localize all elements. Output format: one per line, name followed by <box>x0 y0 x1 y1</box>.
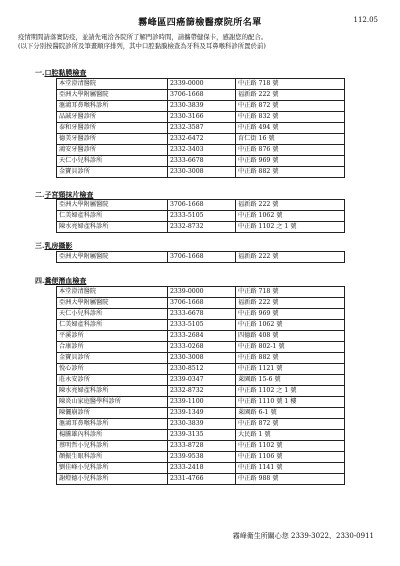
table-row <box>57 441 345 452</box>
table-row <box>57 463 345 474</box>
clinic-address-cell: 中正路 1102 之 1 號 <box>236 222 345 233</box>
clinic-phone-cell: 2339-0347 <box>168 375 236 386</box>
table-row <box>57 145 345 156</box>
clinic-address-cell: 中正路 718 號 <box>236 287 345 298</box>
clinic-phone-cell: 2333-5105 <box>168 320 236 331</box>
clinic-name-cell: 仁美婦產科診所 <box>57 211 168 222</box>
clinic-name-cell: 仁美婦產科診所 <box>57 320 168 331</box>
clinic-name-cell: 鴻安牙醫診所 <box>57 145 168 156</box>
clinic-address-cell: 中正路 1121 號 <box>236 364 345 375</box>
clinic-name-cell: 陳水亮婦產科診所 <box>57 222 168 233</box>
clinic-address-cell: 中正路 718 號 <box>236 79 345 90</box>
clinic-phone-cell: 2332-8732 <box>168 222 236 233</box>
clinic-phone-cell: 3706-1668 <box>168 200 236 211</box>
clinic-address-cell: 中正路 882 號 <box>236 167 345 178</box>
section-heading <box>35 276 86 286</box>
clinic-phone-cell: 2339-1349 <box>168 408 236 419</box>
clinic-address-cell: 育仁街 16 號 <box>236 134 345 145</box>
clinic-address-cell: 福新路 222 號 <box>236 200 345 211</box>
clinic-address-cell: 福新路 222 號 <box>236 252 345 263</box>
table-row <box>57 353 345 364</box>
clinic-address-cell: 萊園路 15-6 號 <box>236 375 345 386</box>
section-title: 子宮頸抹片檢查 <box>44 190 94 199</box>
clinic-address-cell: 四德路 408 號 <box>236 331 345 342</box>
clinic-phone-cell: 2339-1100 <box>168 397 236 408</box>
clinic-address-cell: 中正路 1141 號 <box>236 463 345 474</box>
clinic-name-cell: 陳儷崩診所 <box>57 408 168 419</box>
clinic-name-cell: 陳炎山家庭醫學科診所 <box>57 397 168 408</box>
table-row <box>57 101 345 112</box>
clinic-name-cell: 天仁小兒科診所 <box>57 309 168 320</box>
clinic-phone-cell: 2332-3587 <box>168 123 236 134</box>
clinic-name-cell: 滙鴻耳鼻喉科診所 <box>57 101 168 112</box>
clinic-phone-cell: 2333-8728 <box>168 441 236 452</box>
clinic-phone-cell: 2331-4766 <box>168 474 236 485</box>
clinic-name-cell: 亞洲大學附屬醫院 <box>57 90 168 101</box>
section-title: 糞便潛血檢查 <box>44 276 87 285</box>
clinic-name-cell: 品誠牙醫診所 <box>57 112 168 123</box>
table-row <box>57 123 345 134</box>
document-date: 112.05 <box>353 16 378 24</box>
clinic-address-cell: 中正路 1062 號 <box>236 211 345 222</box>
intro-text <box>18 33 388 52</box>
clinic-phone-cell: 2330-8512 <box>168 364 236 375</box>
clinic-name-cell: 蔡明哲小兒科診所 <box>57 441 168 452</box>
clinic-name-cell: 本堂澄清醫院 <box>57 79 168 90</box>
clinic-name-cell: 天仁小兒科診所 <box>57 156 168 167</box>
table-row <box>57 167 345 178</box>
clinic-address-cell: 中正路 1110 號 1 樓 <box>236 397 345 408</box>
clinic-name-cell: 莊永安診所 <box>57 375 168 386</box>
clinic-name-cell: 金寶貝診所 <box>57 353 168 364</box>
clinic-phone-cell: 2330-3008 <box>168 353 236 364</box>
clinic-address-cell: 中正路 969 號 <box>236 309 345 320</box>
clinic-address-cell: 中正路 988 號 <box>236 474 345 485</box>
table-row <box>57 331 345 342</box>
table-row <box>57 397 345 408</box>
clinic-address-cell: 福新路 222 號 <box>236 298 345 309</box>
clinic-address-cell: 中正路 1106 號 <box>236 452 345 463</box>
clinic-name-cell: 楊騰雄內科診所 <box>57 430 168 441</box>
clinic-phone-cell: 2333-0268 <box>168 342 236 353</box>
clinic-phone-cell: 2330-3839 <box>168 419 236 430</box>
clinic-name-cell: 泰和牙醫診所 <box>57 123 168 134</box>
clinic-phone-cell: 2339-0000 <box>168 79 236 90</box>
clinic-address-cell: 中正路 494 號 <box>236 123 345 134</box>
clinic-table <box>56 251 345 263</box>
clinic-phone-cell: 2332-6472 <box>168 134 236 145</box>
clinic-phone-cell: 2333-2684 <box>168 331 236 342</box>
section-heading <box>35 68 86 78</box>
clinic-name-cell: 金寶貝診所 <box>57 167 168 178</box>
table-row <box>57 134 345 145</box>
table-row <box>57 386 345 397</box>
clinic-phone-cell: 2333-6678 <box>168 309 236 320</box>
section-title: 乳房攝影 <box>44 241 73 250</box>
clinic-name-cell: 滙鴻耳鼻喉科診所 <box>57 419 168 430</box>
section-number: 三. <box>35 241 45 250</box>
clinic-table <box>56 78 345 178</box>
intro-line: 疫情期間請落實防疫，並請先電洽各院所了解門診時間，請攜帶健保卡，感謝您的配合。 <box>18 33 268 41</box>
table-row <box>57 474 345 485</box>
clinic-phone-cell: 2333-6678 <box>168 156 236 167</box>
table-row <box>57 287 345 298</box>
section-heading <box>35 241 72 251</box>
section-number: 四. <box>35 276 45 285</box>
section-title: 口腔黏膜檢查 <box>44 68 87 77</box>
clinic-address-cell: 中正路 882 號 <box>236 353 345 364</box>
document-title: 霧峰區四癌篩檢醫療院所名單 <box>138 18 262 28</box>
table-row <box>57 90 345 101</box>
clinic-address-cell: 中正路 832 號 <box>236 112 345 123</box>
clinic-phone-cell: 3706-1668 <box>168 252 236 263</box>
clinic-name-cell: 合康診所 <box>57 342 168 353</box>
clinic-phone-cell: 2330-3008 <box>168 167 236 178</box>
clinic-name-cell: 謝燈德小兒科診所 <box>57 474 168 485</box>
clinic-name-cell: 陳水亮婦產科診所 <box>57 386 168 397</box>
clinic-name-cell: 亞洲大學附屬醫院 <box>57 200 168 211</box>
clinic-address-cell: 中正路 876 號 <box>236 145 345 156</box>
clinic-address-cell: 萊園路 6-1 號 <box>236 408 345 419</box>
clinic-name-cell: 顏振生眼科診所 <box>57 452 168 463</box>
table-row <box>57 342 345 353</box>
clinic-table <box>56 199 345 233</box>
clinic-address-cell: 中正路 872 號 <box>236 419 345 430</box>
clinic-phone-cell: 2330-3839 <box>168 101 236 112</box>
table-row <box>57 79 345 90</box>
clinic-phone-cell: 2339-9538 <box>168 452 236 463</box>
table-row <box>57 211 345 222</box>
clinic-phone-cell: 2332-3403 <box>168 145 236 156</box>
table-row <box>57 156 345 167</box>
clinic-name-cell: 劉佳峰小兒科診所 <box>57 463 168 474</box>
clinic-address-cell: 中正路 1102 之 1 號 <box>236 386 345 397</box>
clinic-address-cell: 大民路 1 號 <box>236 430 345 441</box>
table-row <box>57 112 345 123</box>
section-number: 二. <box>35 190 45 199</box>
clinic-address-cell: 中正路 1102 號 <box>236 441 345 452</box>
clinic-name-cell: 德美牙醫診所 <box>57 134 168 145</box>
clinic-address-cell: 中正路 1062 號 <box>236 320 345 331</box>
table-row <box>57 200 345 211</box>
table-row <box>57 309 345 320</box>
clinic-phone-cell: 3706-1668 <box>168 90 236 101</box>
section-number: 一. <box>35 68 45 77</box>
clinic-table <box>56 286 345 485</box>
clinic-phone-cell: 2332-8732 <box>168 386 236 397</box>
intro-line: (以下分別按醫院診所及筆畫順序排列，其中口腔黏膜檢查為牙科及耳鼻喉科診所置於前) <box>18 42 266 51</box>
table-row <box>57 430 345 441</box>
table-row <box>57 452 345 463</box>
table-row <box>57 408 345 419</box>
clinic-name-cell: 亞洲大學附屬醫院 <box>57 252 168 263</box>
table-row <box>57 252 345 263</box>
table-row <box>57 419 345 430</box>
clinic-name-cell: 亞洲大學附屬醫院 <box>57 298 168 309</box>
clinic-phone-cell: 2339-0000 <box>168 287 236 298</box>
clinic-name-cell: 本堂澄清醫院 <box>57 287 168 298</box>
clinic-address-cell: 中正路 969 號 <box>236 156 345 167</box>
table-row <box>57 222 345 233</box>
clinic-phone-cell: 2330-3166 <box>168 112 236 123</box>
table-row <box>57 364 345 375</box>
clinic-name-cell: 平溪診所 <box>57 331 168 342</box>
footer-contact: 霧峰衛生所關心您 2339-3022、2330-0911 <box>232 532 374 540</box>
clinic-phone-cell: 3706-1668 <box>168 298 236 309</box>
table-row <box>57 375 345 386</box>
clinic-address-cell: 福新路 222 號 <box>236 90 345 101</box>
clinic-address-cell: 中正路 802-1 號 <box>236 342 345 353</box>
table-row <box>57 320 345 331</box>
table-row <box>57 298 345 309</box>
clinic-phone-cell: 2339-3135 <box>168 430 236 441</box>
clinic-phone-cell: 2333-2418 <box>168 463 236 474</box>
clinic-name-cell: 悅心診所 <box>57 364 168 375</box>
clinic-address-cell: 中正路 872 號 <box>236 101 345 112</box>
clinic-phone-cell: 2333-5105 <box>168 211 236 222</box>
